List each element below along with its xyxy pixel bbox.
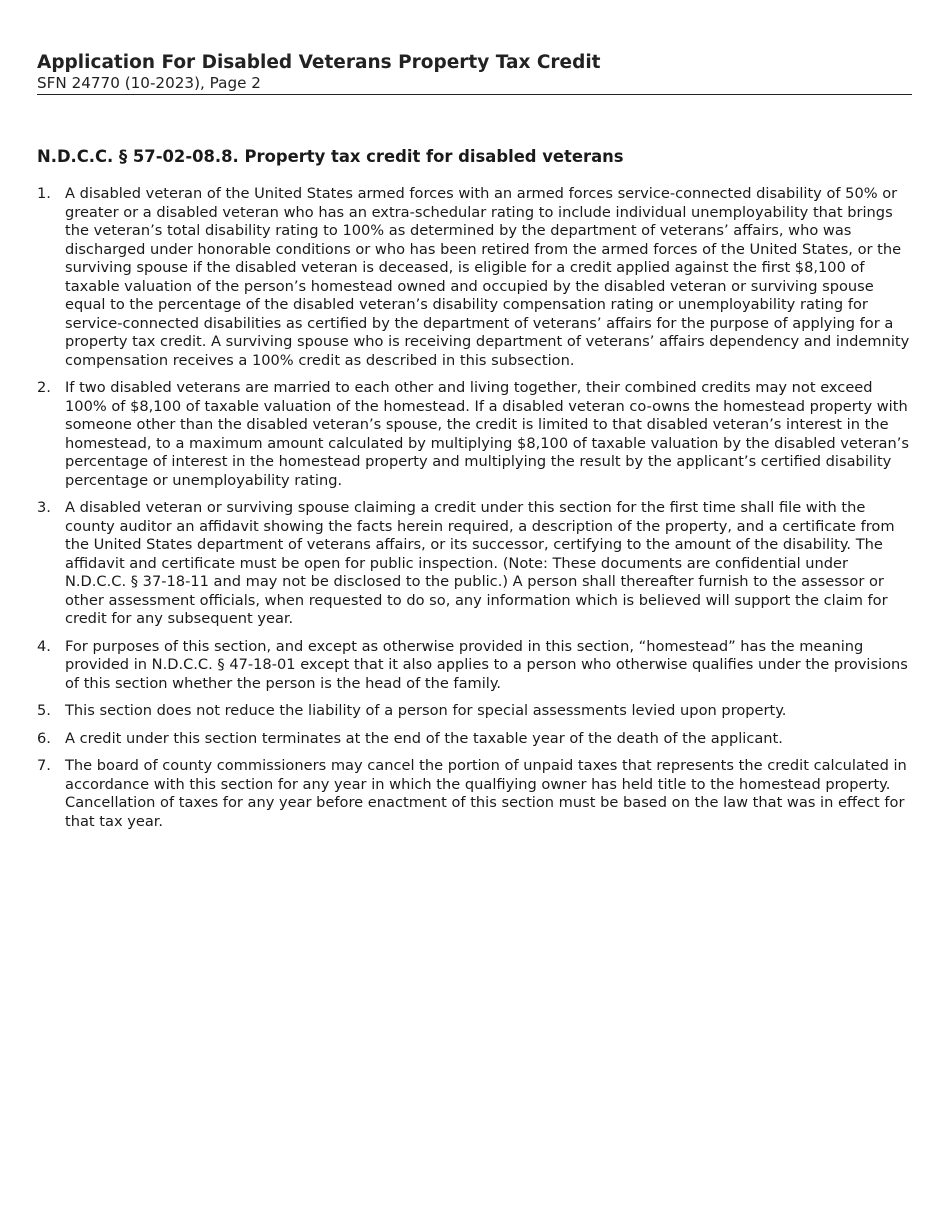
provision-item <box>37 499 913 629</box>
provision-number: 5. <box>37 702 51 719</box>
provision-text: A disabled veteran of the United States armed forces with an armed forces service-connected disability of 50% or greater or a disabled veteran who has an extra-schedular rating to include individual unemployability that brings the veteran’s total disability rating to 100% as determined by the department of veterans’ affairs, who was discharged under honorable conditions or who has been retired from the armed forces of the United States, or the surviving spouse if the disabled veteran is deceased, is eligible for a credit applied against the first $8,100 of taxable valuation of the person’s homestead owned and occupied by the disabled veteran or surviving spouse equal to the percentage of the disabled veteran’s disability compensation rating or unemployability rating for service-connected disabilities as certified by the department of veterans’ affairs for the purpose of applying for a property tax credit. A surviving spouse who is receiving department of veterans’ affairs dependency and indemnity compensation receives a 100% credit as described in this subsection. <box>65 185 910 369</box>
provision-text: This section does not reduce the liability of a person for special assessments levied upon property. <box>65 702 787 719</box>
provision-text: The board of county commissioners may cancel the portion of unpaid taxes that represents the credit calculated in accordance with this section for any year in which the qualfiying owner has held title to the homestead property. Cancellation of taxes for any year before enactment of this section must be based on the law that was in effect for that tax year. <box>65 757 907 830</box>
provision-text: For purposes of this section, and except as otherwise provided in this section, “homestead” has the meaning provided in N.D.C.C. § 47-18-01 except that it also applies to a person who otherwise qualifies under the provisions of this section whether the person is the head of the family. <box>65 637 908 692</box>
statute-heading: N.D.C.C. § 57-02-08.8. Property tax credit for disabled veterans <box>37 147 624 166</box>
provision-item <box>37 730 913 749</box>
statute-provisions-list <box>37 185 912 831</box>
form-title: Application For Disabled Veterans Property Tax Credit <box>37 52 601 73</box>
provision-item <box>37 379 913 490</box>
provision-item <box>37 185 913 370</box>
provision-number: 2. <box>37 379 51 396</box>
provision-number: 7. <box>37 757 51 774</box>
provision-text: If two disabled veterans are married to each other and living together, their combined credits may not exceed 100% of $8,100 of taxable valuation of the homestead. If a disabled veteran co-owns the homestead property with someone other than the disabled veteran’s spouse, the credit is limited to that disabled veteran’s interest in the homestead, to a maximum amount calculated by multiplying $8,100 of taxable valuation by the disabled veteran’s percentage of interest in the homestead property and multiplying the result by the applicant’s certified disability percentage or unemployability rating. <box>65 379 909 489</box>
provision-item <box>37 638 913 694</box>
provision-number: 4. <box>37 637 51 655</box>
provision-number: 1. <box>37 185 51 202</box>
provision-text: A credit under this section terminates at the end of the taxable year of the death of the applicant. <box>65 729 783 747</box>
document-header <box>37 52 912 95</box>
provision-text: A disabled veteran or surviving spouse claiming a credit under this section for the first time shall file with the county auditor an affidavit showing the facts herein required, a description of the property, and a certificate from the United States department of veterans affairs, or its successor, certifying to the amount of the disability. The affidavit and certificate must be open for public inspection. (Note: These documents are confidential under N.D.C.C. § 37-18-11 and may not be disclosed to the public.) A person shall thereafter furnish to the assessor or other assessment officials, when requested to do so, any information which is believed will support the claim for credit for any subsequent year. <box>65 499 895 627</box>
document-page <box>37 52 912 840</box>
provision-number: 3. <box>37 499 51 516</box>
provision-number: 6. <box>37 729 51 747</box>
provision-item <box>37 757 913 831</box>
provision-item <box>37 702 913 721</box>
form-number-page: SFN 24770 (10-2023), Page 2 <box>37 74 261 92</box>
